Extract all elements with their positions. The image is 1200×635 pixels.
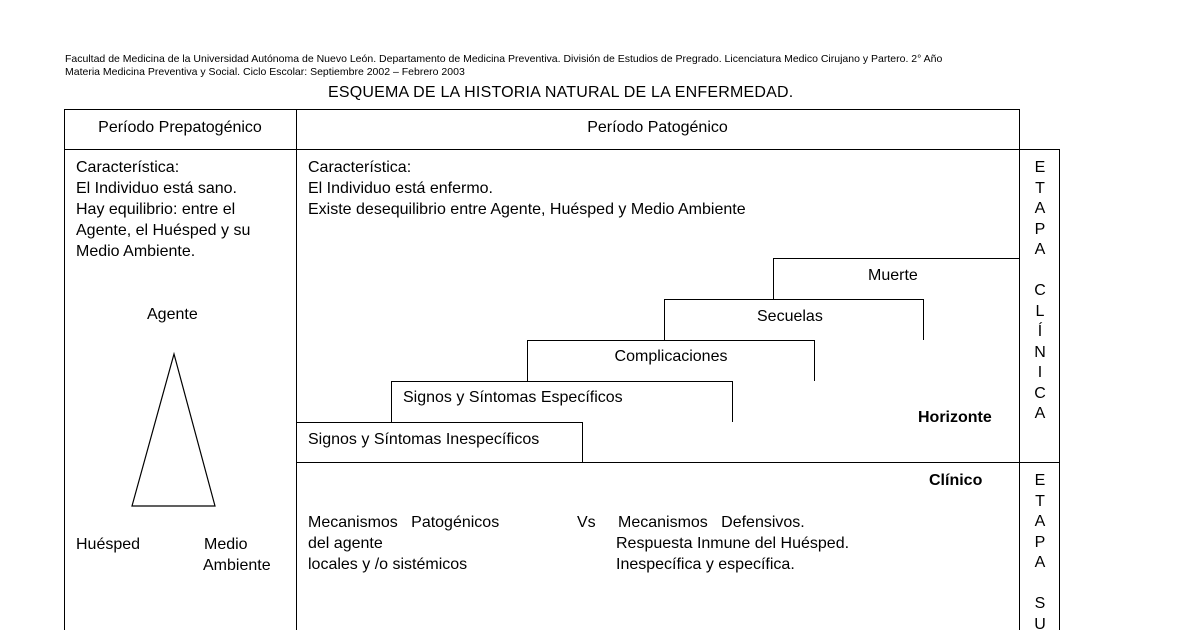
text-line: Característica:: [76, 159, 180, 176]
prepatogenic-characteristics: [76, 157, 250, 262]
epidemiological-triangle: [120, 340, 230, 520]
text-line: locales y /o sistémicos: [308, 556, 468, 573]
pathogenic-characteristics: [308, 157, 746, 220]
step-signos-especificos: Signos y Síntomas Específicos: [391, 381, 733, 422]
header-institution: Facultad de Medicina de la Universidad Autónoma de Nuevo León. Departamento de Medicina Preventiva. División de Estudios de Pregrado. Licenciatura Medico Cirujano y Partero. 2° Año: [65, 53, 943, 65]
pathogenic-mechanisms: [308, 512, 499, 575]
step-complicaciones: Complicaciones: [527, 340, 815, 381]
triangle-label-medio: Medio: [204, 536, 248, 553]
pathogenic-header: Período Patogénico: [587, 119, 728, 136]
text-line: Medio Ambiente.: [76, 243, 196, 260]
defensive-mechanisms: [616, 512, 849, 575]
step-muerte: Muerte: [773, 258, 1020, 299]
prepatogenic-header: Período Prepatogénico: [98, 119, 262, 136]
horizonte-label: Horizonte: [918, 409, 992, 426]
triangle-label-ambiente: Ambiente: [203, 557, 271, 574]
text-line: Característica:: [308, 159, 412, 176]
text-line: El Individuo está sano.: [76, 180, 237, 197]
text-line: del agente: [308, 535, 383, 552]
text-line: Mecanismos Defensivos.: [618, 514, 805, 531]
step-signos-inespecificos: Signos y Síntomas Inespecíficos: [296, 422, 583, 463]
text-line: El Individuo está enfermo.: [308, 180, 493, 197]
text-line: Existe desequilibrio entre Agente, Huésped y Medio Ambiente: [308, 201, 746, 218]
clinico-label: Clínico: [929, 472, 983, 489]
triangle-label-huesped: Huésped: [76, 536, 141, 553]
triangle-label-agente: Agente: [147, 306, 198, 323]
text-line: Respuesta Inmune del Huésped.: [616, 535, 850, 552]
text-line: Inespecífica y específica.: [616, 556, 795, 573]
text-line: Hay equilibrio: entre el: [76, 201, 236, 218]
page-title: ESQUEMA DE LA HISTORIA NATURAL DE LA ENFERMEDAD.: [328, 84, 794, 101]
versus-label: Vs: [577, 514, 596, 531]
header-course: Materia Medicina Preventiva y Social. Ciclo Escolar: Septiembre 2002 – Febrero 2003: [65, 66, 465, 78]
text-line: Agente, el Huésped y su: [76, 222, 251, 239]
step-secuelas: Secuelas: [664, 299, 924, 340]
text-line: Mecanismos Patogénicos: [308, 514, 500, 531]
